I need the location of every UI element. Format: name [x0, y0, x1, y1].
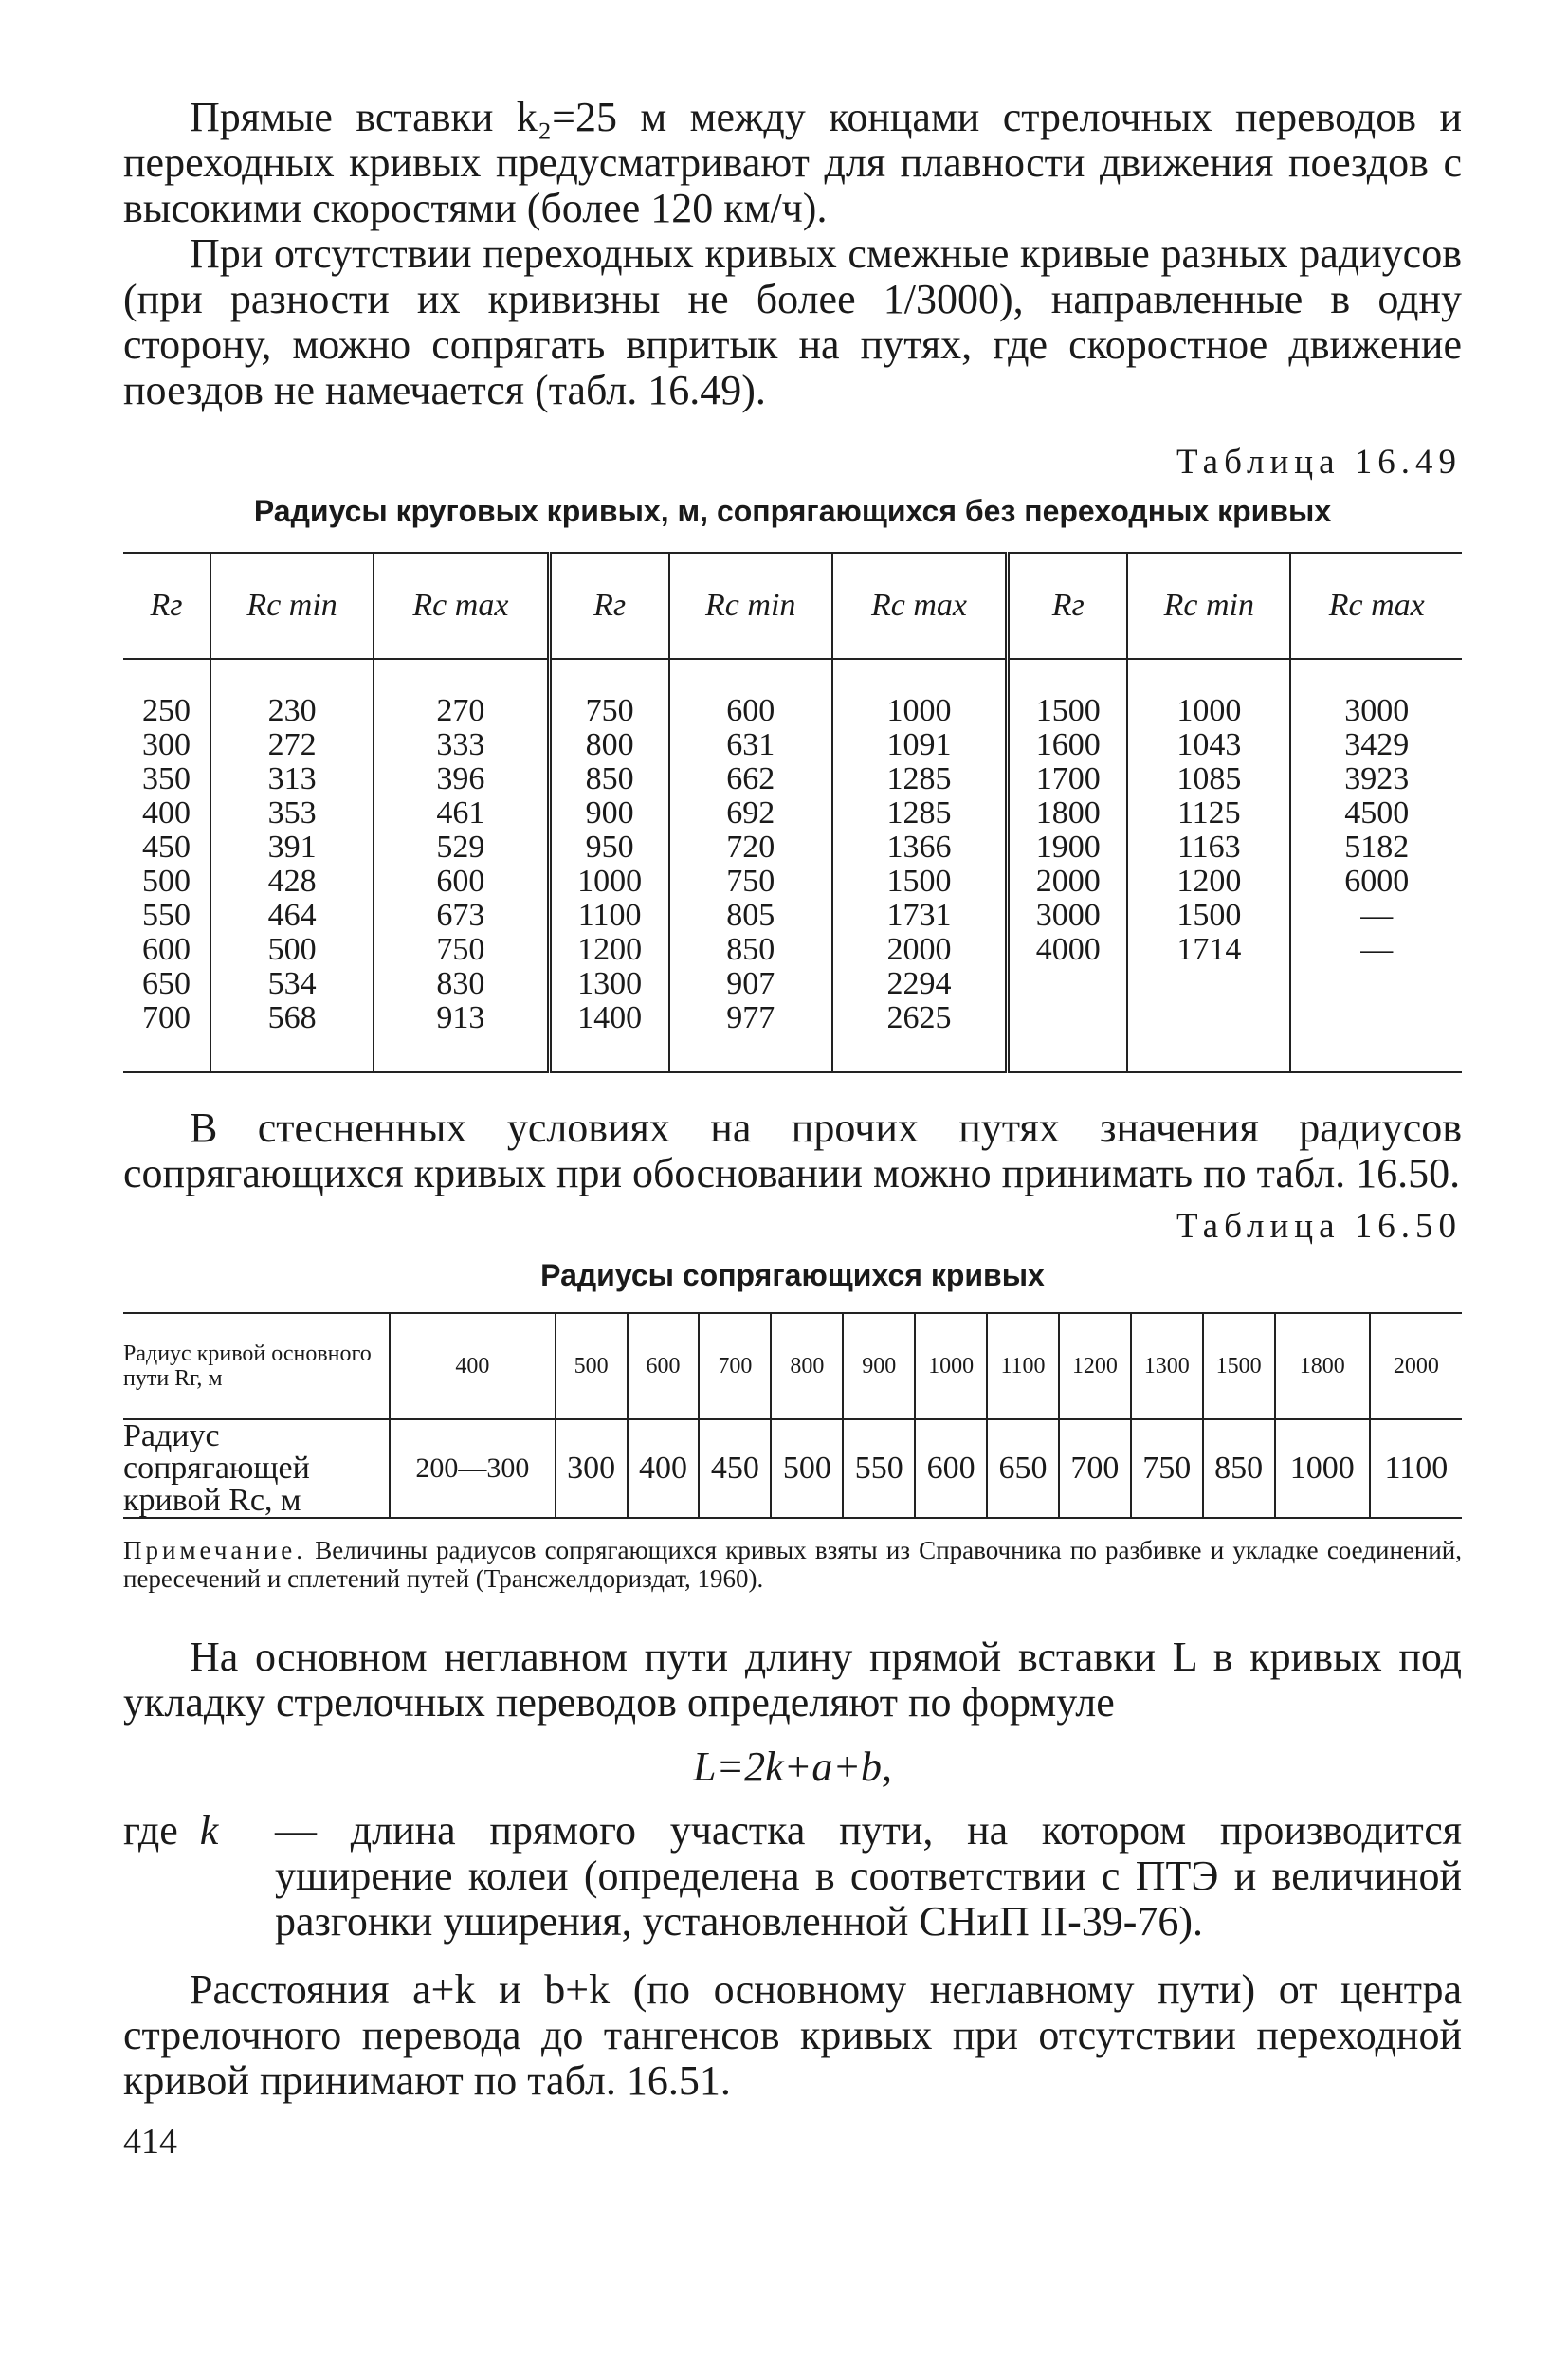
formula: L=2k+a+b, — [692, 1744, 893, 1790]
where-lead — [123, 1808, 275, 1945]
table-cell: 631 — [669, 728, 832, 762]
table-cell: 1500 — [832, 865, 1008, 899]
table-cell: 1800 — [1008, 796, 1127, 831]
table-cell: 353 — [210, 796, 374, 831]
table-cell: 4500 — [1290, 796, 1462, 831]
table-cell: 461 — [374, 796, 549, 831]
table-cell: 1000 — [549, 865, 668, 899]
table-cell: 2000 — [832, 933, 1008, 967]
table-cell: 750 — [1131, 1419, 1203, 1518]
table-50-row-main-radius — [123, 1313, 1462, 1419]
table-cell: 300 — [141, 727, 191, 762]
table-cell: 1100 — [1370, 1419, 1462, 1518]
table-cell: 1200 — [1127, 865, 1290, 899]
table-cell: 500 — [210, 933, 374, 967]
where-definition — [123, 1808, 1462, 1945]
table-cell: 333 — [374, 728, 549, 762]
table-cell: 1500 — [1008, 659, 1127, 728]
table-row — [123, 831, 1462, 865]
table-cell: 907 — [669, 967, 832, 1001]
table-cell: 200—300 — [390, 1419, 556, 1518]
table-cell: 3000 — [1290, 659, 1462, 728]
page-number: 414 — [123, 2122, 177, 2162]
table-cell: 913 — [374, 1001, 549, 1072]
table-row — [123, 659, 1462, 728]
table-cell: 805 — [669, 899, 832, 933]
table-cell: 1285 — [832, 796, 1008, 831]
table-cell: 750 — [669, 865, 832, 899]
table-50-row2-label: Радиус сопрягающей кривой Rc, м — [123, 1419, 390, 1518]
table-cell: 1600 — [1008, 728, 1127, 762]
table-49-header-cell: Rc max — [374, 553, 549, 659]
table-cell: 550 — [843, 1419, 915, 1518]
table-cell: 850 — [1203, 1419, 1275, 1518]
table-cell: 350 — [141, 761, 191, 796]
table-cell: 428 — [210, 865, 374, 899]
table-cell: 6000 — [1290, 865, 1462, 899]
table-cell — [1008, 1001, 1127, 1072]
table-49-header-cell: Rг — [123, 553, 210, 659]
table-cell: 4000 — [1008, 933, 1127, 967]
note-head: Примечание. — [123, 1536, 307, 1564]
table-cell: 800 — [549, 728, 668, 762]
table-cell: 1100 — [549, 899, 668, 933]
table-cell: 950 — [549, 831, 668, 865]
table-row — [123, 796, 1462, 831]
paragraph-2: При отсутствии переходных кривых смежные кривые разных радиусов (при разности их кривизны не более 1/3000), направленные в одну сторону, можно сопрягать впритык на путях, где скоростное движение поездов не намечается (табл. 16.49). — [123, 230, 1462, 413]
table-16-50 — [123, 1312, 1462, 1519]
table-49-header-cell: Rc max — [1290, 553, 1462, 659]
table-49-header-row — [123, 553, 1462, 659]
table-cell: 1000 — [915, 1313, 987, 1419]
table-49-header-cell: Rc min — [210, 553, 374, 659]
table-cell: 900 — [843, 1313, 915, 1419]
table-row — [123, 967, 1462, 1001]
table-cell: 550 — [141, 898, 191, 933]
table-cell: 700 — [699, 1313, 771, 1419]
table-cell: 600 — [669, 659, 832, 728]
table-50-row-adjoining-radius — [123, 1419, 1462, 1518]
table-cell: 1000 — [1275, 1419, 1370, 1518]
table-cell: 750 — [549, 659, 668, 728]
table-cell: 1366 — [832, 831, 1008, 865]
table-row — [123, 1001, 1462, 1072]
table-cell: 5182 — [1290, 831, 1462, 865]
table-cell: 1125 — [1127, 796, 1290, 831]
table-50-note — [123, 1536, 1462, 1593]
table-cell: 1800 — [1275, 1313, 1370, 1419]
table-cell: 1085 — [1127, 762, 1290, 796]
table-cell: 1731 — [832, 899, 1008, 933]
table-cell: 313 — [210, 762, 374, 796]
table-cell: 662 — [669, 762, 832, 796]
table-cell: 1000 — [832, 659, 1008, 728]
table-cell: 2000 — [1008, 865, 1127, 899]
table-row — [123, 933, 1462, 967]
table-cell: 3000 — [1008, 899, 1127, 933]
table-cell: 400 — [141, 795, 191, 831]
table-cell: 673 — [374, 899, 549, 933]
note-text: Величины радиусов сопрягающихся кривых взяты из Справочника по разбивке и укладке соединений, пересечений и сплетений путей (Трансжелдориздат, 1960). — [123, 1536, 1462, 1593]
table-cell: 396 — [374, 762, 549, 796]
table-49-header-cell: Rc min — [1127, 553, 1290, 659]
table-cell: 850 — [669, 933, 832, 967]
table-cell — [1127, 967, 1290, 1001]
table-cell: 600 — [628, 1313, 700, 1419]
table-cell: 1043 — [1127, 728, 1290, 762]
table-cell: 400 — [390, 1313, 556, 1419]
table-cell: 1700 — [1008, 762, 1127, 796]
table-cell: 230 — [210, 659, 374, 728]
table-cell: 464 — [210, 899, 374, 933]
table-cell: 1300 — [549, 967, 668, 1001]
table-cell: 600 — [374, 865, 549, 899]
table-50-row1-label: Радиус кривой основного пути Rг, м — [123, 1313, 390, 1419]
table-cell: 800 — [771, 1313, 843, 1419]
table-cell: 850 — [549, 762, 668, 796]
table-50-caption: Таблица 16.50 — [1176, 1207, 1462, 1246]
table-cell: 600 — [141, 932, 191, 967]
table-49-body — [123, 659, 1462, 1072]
table-49-header-cell: Rг — [549, 553, 668, 659]
paragraph-4: На основном неглавном пути длину прямой вставки L в кривых под укладку стрелочных переводов определяют по формуле — [123, 1634, 1462, 1726]
table-cell: 600 — [915, 1419, 987, 1518]
table-cell: 529 — [374, 831, 549, 865]
table-cell: 1714 — [1127, 933, 1290, 967]
table-cell: 2000 — [1370, 1313, 1462, 1419]
table-cell: 650 — [141, 966, 191, 1001]
paragraph-3: В стесненных условиях на прочих путях значения радиусов сопрягающихся кривых при обосновании можно принимать по табл. 16.50. — [123, 1105, 1462, 1196]
where-variable: k — [199, 1807, 219, 1854]
table-cell: 250 — [141, 693, 191, 728]
table-cell — [1127, 1001, 1290, 1072]
table-49-header-cell: Rг — [1008, 553, 1127, 659]
table-cell: 568 — [210, 1001, 374, 1072]
table-49-header-cell: Rc max — [832, 553, 1008, 659]
table-49-caption: Таблица 16.49 — [1176, 443, 1462, 482]
table-cell: 750 — [374, 933, 549, 967]
table-cell: — — [1290, 933, 1462, 967]
table-cell: 650 — [987, 1419, 1059, 1518]
table-cell: 450 — [699, 1419, 771, 1518]
table-cell: 272 — [210, 728, 374, 762]
table-cell: — — [1290, 899, 1462, 933]
table-cell: 1500 — [1127, 899, 1290, 933]
table-cell: 1163 — [1127, 831, 1290, 865]
table-cell: 400 — [628, 1419, 700, 1518]
table-50-title: Радиусы сопрягающихся кривых — [540, 1258, 1045, 1292]
table-cell: 1091 — [832, 728, 1008, 762]
table-cell: 3429 — [1290, 728, 1462, 762]
paragraph-1: Прямые вставки k₂=25 м между концами стрелочных переводов и переходных кривых предусматривают для плавности движения поездов с высокими скоростями (более 120 км/ч). — [123, 94, 1462, 231]
table-cell: 391 — [210, 831, 374, 865]
table-cell: 692 — [669, 796, 832, 831]
table-cell: 2625 — [832, 1001, 1008, 1072]
table-cell: 977 — [669, 1001, 832, 1072]
table-row — [123, 762, 1462, 796]
table-cell: 720 — [669, 831, 832, 865]
table-cell: 1285 — [832, 762, 1008, 796]
table-49-header-cell: Rc min — [669, 553, 832, 659]
table-row — [123, 865, 1462, 899]
where-text: — длина прямого участка пути, на котором производится уширение колеи (определена в соответствии с ПТЭ и величиной разгонки уширения, установленной СНиП II-39-76). — [275, 1807, 1462, 1945]
paragraph-5: Расстояния a+k и b+k (по основному неглавному пути) от центра стрелочного перевода до тангенсов кривых при отсутствии переходной кривой принимают по табл. 16.51. — [123, 1966, 1462, 2104]
table-cell: 450 — [141, 830, 191, 865]
table-cell: 1300 — [1131, 1313, 1203, 1419]
table-cell: 900 — [549, 796, 668, 831]
table-cell — [1290, 967, 1462, 1001]
where-word: где — [123, 1807, 178, 1854]
document-page — [123, 95, 1462, 2163]
table-cell — [1008, 967, 1127, 1001]
table-cell: 1100 — [987, 1313, 1059, 1419]
table-cell: 700 — [141, 1000, 191, 1035]
table-cell: 1500 — [1203, 1313, 1275, 1419]
table-cell: 500 — [141, 864, 191, 899]
table-row — [123, 728, 1462, 762]
table-cell: 270 — [374, 659, 549, 728]
table-cell: 1200 — [1059, 1313, 1131, 1419]
table-cell — [1290, 1001, 1462, 1072]
table-49-title: Радиусы круговых кривых, м, сопрягающихся без переходных кривых — [253, 494, 1332, 528]
table-cell: 534 — [210, 967, 374, 1001]
table-cell: 2294 — [832, 967, 1008, 1001]
table-16-49 — [123, 552, 1462, 1073]
table-cell: 700 — [1059, 1419, 1131, 1518]
table-cell: 1200 — [549, 933, 668, 967]
table-cell: 1000 — [1127, 659, 1290, 728]
table-row — [123, 899, 1462, 933]
table-cell: 300 — [556, 1419, 628, 1518]
table-cell: 3923 — [1290, 762, 1462, 796]
table-cell: 830 — [374, 967, 549, 1001]
table-cell: 1900 — [1008, 831, 1127, 865]
table-cell: 500 — [556, 1313, 628, 1419]
table-cell: 1400 — [549, 1001, 668, 1072]
table-cell: 500 — [771, 1419, 843, 1518]
